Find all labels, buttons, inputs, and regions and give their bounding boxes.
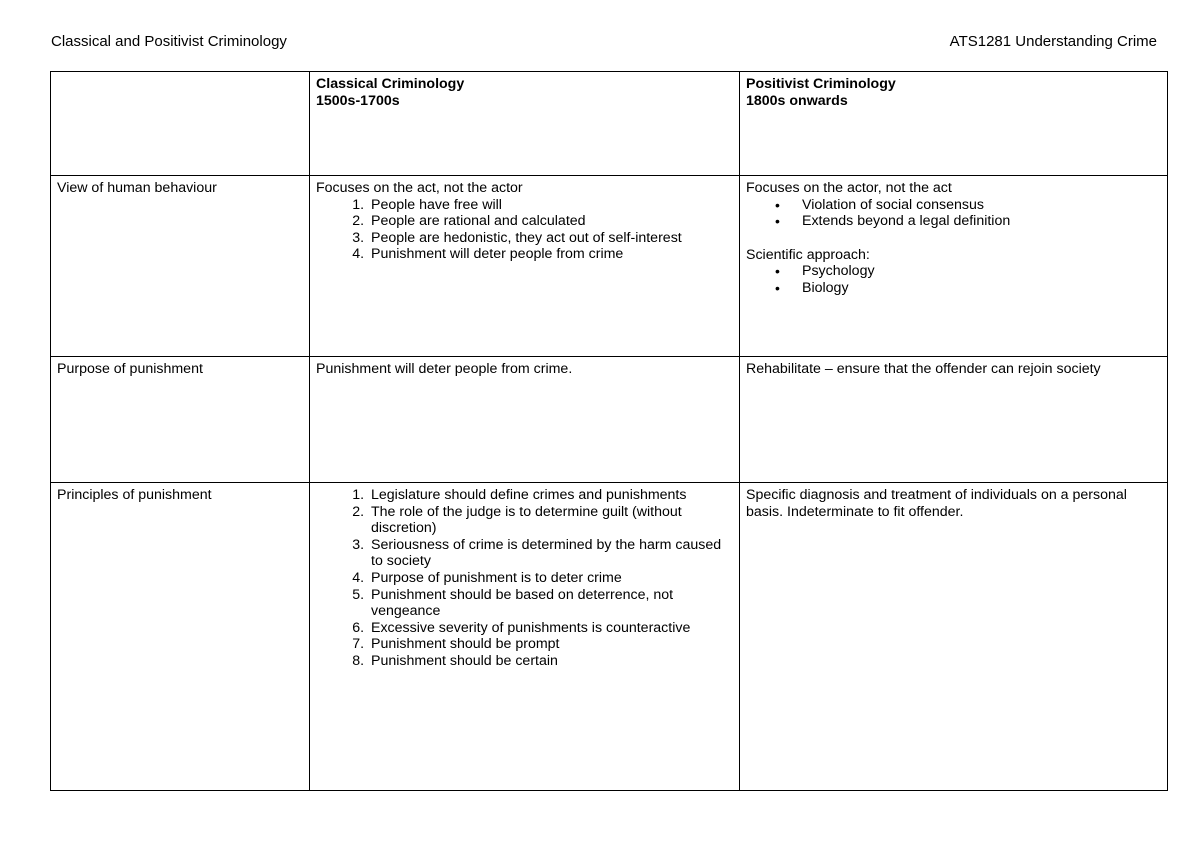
classical-purpose-cell: Punishment will deter people from crime. [310,357,740,483]
table-header-row [51,72,1168,176]
list-item: 3. People are hedonistic, they act out of self-interest [368,230,733,247]
positivist-view-cell [740,176,1168,357]
table-row-view [51,176,1168,357]
list-item: 2. People are rational and calculated [368,213,733,230]
classical-title: Classical Criminology [316,76,465,92]
positivist-title: Positivist Criminology [746,76,896,92]
table-row-principles [51,483,1168,791]
list-item: 7. Punishment should be prompt [368,636,733,653]
classical-principles-list [316,487,733,670]
list-item: 1. People have free will [368,197,733,214]
list-item: • Psychology [798,263,1161,280]
list-item: 3. Seriousness of crime is determined by the harm caused to society [368,537,733,570]
list-item: 2. The role of the judge is to determine guilt (without discretion) [368,504,733,537]
page-header [51,33,1157,53]
list-item: 4. Purpose of punishment is to deter crime [368,570,733,587]
list-item: 6. Excessive severity of punishments is counteractive [368,620,733,637]
classical-period: 1500s-1700s [316,92,400,109]
list-item: 1. Legislature should define crimes and punishments [368,487,733,504]
classical-principles-cell [310,483,740,791]
positivist-view-bullets-2 [746,263,1161,296]
positivist-view-intro: Focuses on the actor, not the act [746,180,952,196]
document-title: Classical and Positivist Criminology [51,33,287,50]
course-code: ATS1281 Understanding Crime [949,33,1157,50]
list-item: • Extends beyond a legal definition [798,213,1161,230]
positivist-view-bullets [746,197,1161,230]
classical-header-cell [310,72,740,176]
row-label-principles: Principles of punishment [51,483,310,791]
list-item: 8. Punishment should be certain [368,653,733,670]
table-row-purpose [51,357,1168,483]
positivist-purpose-cell: Rehabilitate – ensure that the offender can rejoin society [740,357,1168,483]
classical-view-intro: Focuses on the act, not the actor [316,180,523,196]
classical-view-cell [310,176,740,357]
positivist-view-subheading: Scientific approach: [746,246,870,263]
positivist-period: 1800s onwards [746,92,848,109]
positivist-header-cell [740,72,1168,176]
list-item: • Biology [798,280,1161,297]
list-item: 4. Punishment will deter people from crime [368,246,733,263]
positivist-principles-cell: Specific diagnosis and treatment of individuals on a personal basis. Indeterminate to fit offender. [740,483,1168,791]
row-label-purpose: Purpose of punishment [51,357,310,483]
classical-view-list [316,197,733,263]
comparison-table [50,71,1168,791]
list-item: • Violation of social consensus [798,197,1161,214]
row-label-view: View of human behaviour [51,176,310,357]
list-item: 5. Punishment should be based on deterrence, not vengeance [368,587,733,620]
corner-cell [51,72,310,176]
